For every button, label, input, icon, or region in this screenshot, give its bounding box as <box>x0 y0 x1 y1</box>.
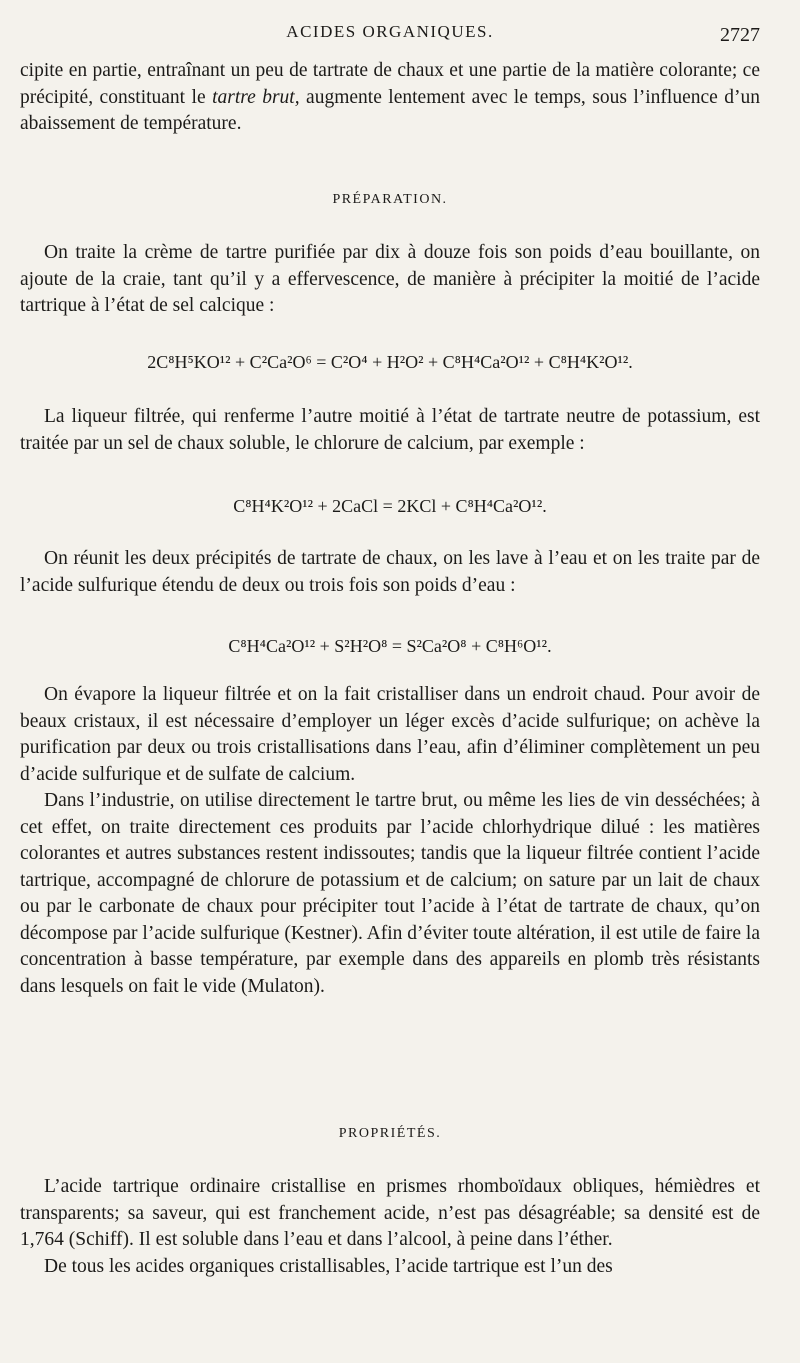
preparation-block-2 <box>20 404 760 457</box>
formula-1: 2C⁸H⁵KO¹² + C²Ca²O⁶ = C²O⁴ + H²O² + C⁸H⁴Ca²O¹² + C⁸H⁴K²O¹². <box>147 352 633 372</box>
page-number: 2727 <box>720 24 760 46</box>
formula-2: C⁸H⁴K²O¹² + 2CaCl = 2KCl + C⁸H⁴Ca²O¹². <box>233 496 547 516</box>
preparation-paragraph-4: On évapore la liqueur filtrée et on la fait cristalliser dans un endroit chaud. Pour avoir de beaux cristaux, il est nécessaire d’employer un léger excès d’acide sulfurique; on achève la purification par deux ou trois cristallisations dans l’eau, afin d’éliminer complètement un peu d’acide sulfurique et de sulfate de calcium. <box>20 684 760 785</box>
section-heading-preparation: PRÉPARATION. <box>332 192 448 207</box>
preparation-paragraph-3: On réunit les deux précipités de tartrate de chaux, on les lave à l’eau et on les traite par de l’acide sulfurique étendu de deux ou trois fois son poids d’eau : <box>20 548 760 596</box>
running-title: ACIDES ORGANIQUES. <box>286 22 494 41</box>
intro-text-before: cipite en partie, entraînant un peu de tartrate de chaux et une partie de la matière colorante; ce précipité, constituant le <box>20 60 760 108</box>
proprietes-paragraph-1: L’acide tartrique ordinaire cristallise en prismes rhomboïdaux obliques, hémièdres et transparents; sa saveur, qui est franchement acide, n’est pas désagréable; sa densité est de 1,764 (Schiff). Il est soluble dans l’eau et dans l’alcool, à peine dans l’éther. <box>20 1176 760 1250</box>
preparation-paragraph-1: On traite la crème de tartre purifiée par dix à douze fois son poids d’eau bouillante, on ajoute de la craie, tant qu’il y a effervescence, de manière à précipiter la moitié de l’acide tartrique à l’état de sel calcique : <box>20 242 760 316</box>
preparation-block-4 <box>20 682 760 1000</box>
proprietes-block <box>20 1174 760 1280</box>
proprietes-paragraph-2: De tous les acides organiques cristallisables, l’acide tartrique est l’un des <box>44 1255 613 1277</box>
preparation-block-3 <box>20 546 760 599</box>
intro-text-after: augmente lentement avec le temps, sous l’influence d’un abaissement de température. <box>20 86 760 134</box>
page-header <box>20 20 760 48</box>
formula-3: C⁸H⁴Ca²O¹² + S²H²O⁸ = S²Ca²O⁸ + C⁸H⁶O¹². <box>228 636 552 656</box>
intro-paragraph <box>20 58 760 138</box>
intro-paragraph-block <box>20 58 760 138</box>
preparation-block-1 <box>20 240 760 320</box>
preparation-paragraph-5: Dans l’industrie, on utilise directement le tartre brut, ou même les lies de vin desséchées; à cet effet, on traite directement ces produits par l’acide chlorhydrique dilué : les matières colorantes et autres substances restent indissoutes; tandis que la liqueur filtrée contient l’acide tartrique, accompagné de chlorure de potassium et de calcium; on sature par un lait de chaux ou par le carbonate de chaux pour précipiter tout l’acide à l’état de tartrate de chaux, qu’on décompose par l’acide sulfurique (Kestner). Afin d’éviter toute altération, il est utile de faire la concentration à basse température, par exemple dans des appareils en plomb très résistants dans lesquels on fait le vide (Mulaton). <box>20 790 760 997</box>
intro-italic-term: tartre brut, <box>212 86 300 108</box>
section-heading-proprietes: PROPRIÉTÉS. <box>338 1126 442 1141</box>
preparation-paragraph-2: La liqueur filtrée, qui renferme l’autre moitié à l’état de tartrate neutre de potassium, est traitée par un sel de chaux soluble, le chlorure de calcium, par exemple : <box>20 406 760 454</box>
